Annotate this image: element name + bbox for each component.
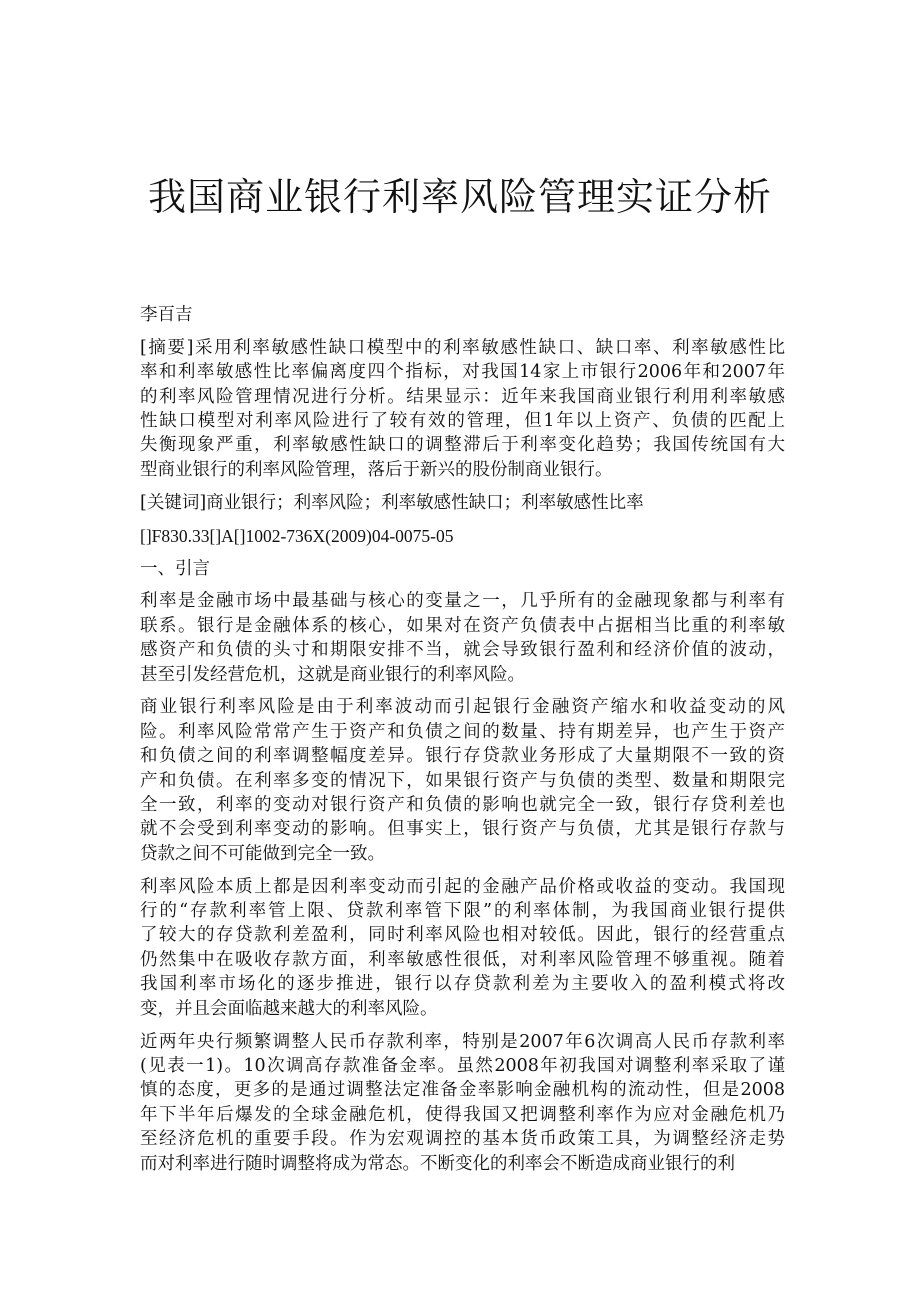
- text-line: (见表一1)。10次调高存款准备金率。虽然2008年初我国对调整利率采取了谨: [140, 1055, 785, 1076]
- text-line: 商业银行利率风险是由于利率波动而引起银行金融资产缩水和收益变动的风: [140, 697, 785, 718]
- paragraph: [140, 1030, 785, 1176]
- keywords: [关键词]商业银行；利率风险；利率敏感性缺口；利率敏感性比率: [140, 492, 644, 513]
- text-line: [摘要]采用利率敏感性缺口模型中的利率敏感性缺口、缺口率、利率敏感性比: [140, 337, 785, 358]
- text-line: 产和负债。在利率多变的情况下，如果银行资产与负债的类型、数量和期限完: [140, 770, 785, 791]
- text-line: 甚至引发经营危机，这就是商业银行的利率风险。: [140, 664, 525, 685]
- author: 李百吉: [140, 305, 193, 325]
- document-body: [140, 303, 785, 1184]
- text-line: 和负债之间的利率调整幅度差异。银行存贷款业务形成了大量期限不一致的资: [140, 746, 785, 767]
- text-line: 行的“存款利率管上限、贷款利率管下限”的利率体制，为我国商业银行提供: [140, 901, 785, 922]
- text-line: 的利率风险管理情况进行分析。结果显示：近年来我国商业银行利用利率敏感: [140, 386, 785, 407]
- text-line: 慎的态度，更多的是通过调整法定准备金率影响金融机构的流动性，但是2008: [140, 1080, 785, 1101]
- classification-code: []F830.33[]A[]1002-736X(2009)04-0075-05: [140, 525, 454, 546]
- text-line: 型商业银行的利率风险管理，落后于新兴的股份制商业银行。: [140, 459, 613, 480]
- text-line: 率和利率敏感性比率偏离度四个指标，对我国14家上市银行2006年和2007年: [140, 362, 785, 383]
- text-line: 了较大的存贷款利差盈利，同时利率风险也相对较低。因此，银行的经营重点: [140, 925, 785, 946]
- text-line: 贷款之间不可能做到完全一致。: [140, 843, 385, 864]
- section-heading: 一、引言: [140, 558, 210, 579]
- text-line: 感资产和负债的头寸和期限安排不当，就会导致银行盈利和经济价值的波动，: [140, 640, 785, 661]
- text-line: 联系。银行是金融体系的核心，如果对在资产负债表中占据相当比重的利率敏: [140, 615, 785, 636]
- text-line: 利率风险本质上都是因利率变动而引起的金融产品价格或收益的变动。我国现: [140, 876, 785, 897]
- text-line: 近两年央行频繁调整人民币存款利率，特别是2007年6次调高人民币存款利率: [140, 1031, 785, 1052]
- text-line: 而对利率进行随时调整将成为常态。不断变化的利率会不断造成商业银行的利: [140, 1153, 735, 1174]
- document-title: 我国商业银行利率风险管理实证分析: [147, 175, 772, 219]
- paragraph: [140, 589, 785, 687]
- text-line: 险。利率风险常常产生于资产和负债之间的数量、持有期差异，也产生于资产: [140, 721, 785, 742]
- text-line: 就不会受到利率变动的影响。但事实上，银行资产与负债，尤其是银行存款与: [140, 819, 785, 840]
- abstract: [140, 336, 785, 482]
- text-line: 全一致，利率的变动对银行资产和负债的影响也就完全一致，银行存贷利差也: [140, 795, 785, 816]
- paragraph: [140, 875, 785, 1021]
- paragraph: [140, 695, 785, 866]
- text-line: 年下半年后爆发的全球金融危机，使得我国又把调整利率作为应对金融危机乃: [140, 1104, 785, 1125]
- text-line: 利率是金融市场中最基础与核心的变量之一，几乎所有的金融现象都与利率有: [140, 591, 785, 612]
- text-line: 仍然集中在吸收存款方面，利率敏感性很低，对利率风险管理不够重视。随着: [140, 949, 785, 970]
- text-line: 变，并且会面临越来越大的利率风险。: [140, 998, 438, 1019]
- text-line: 我国利率市场化的逐步推进，银行以存贷款利差为主要收入的盈利模式将改: [140, 974, 785, 995]
- text-line: 失衡现象严重，利率敏感性缺口的调整滞后于利率变化趋势；我国传统国有大: [140, 435, 785, 456]
- paragraphs: [140, 589, 785, 1175]
- text-line: 性缺口模型对利率风险进行了较有效的管理，但1年以上资产、负债的匹配上: [140, 411, 785, 432]
- text-line: 至经济危机的重要手段。作为宏观调控的基本货币政策工具，为调整经济走势: [140, 1129, 785, 1150]
